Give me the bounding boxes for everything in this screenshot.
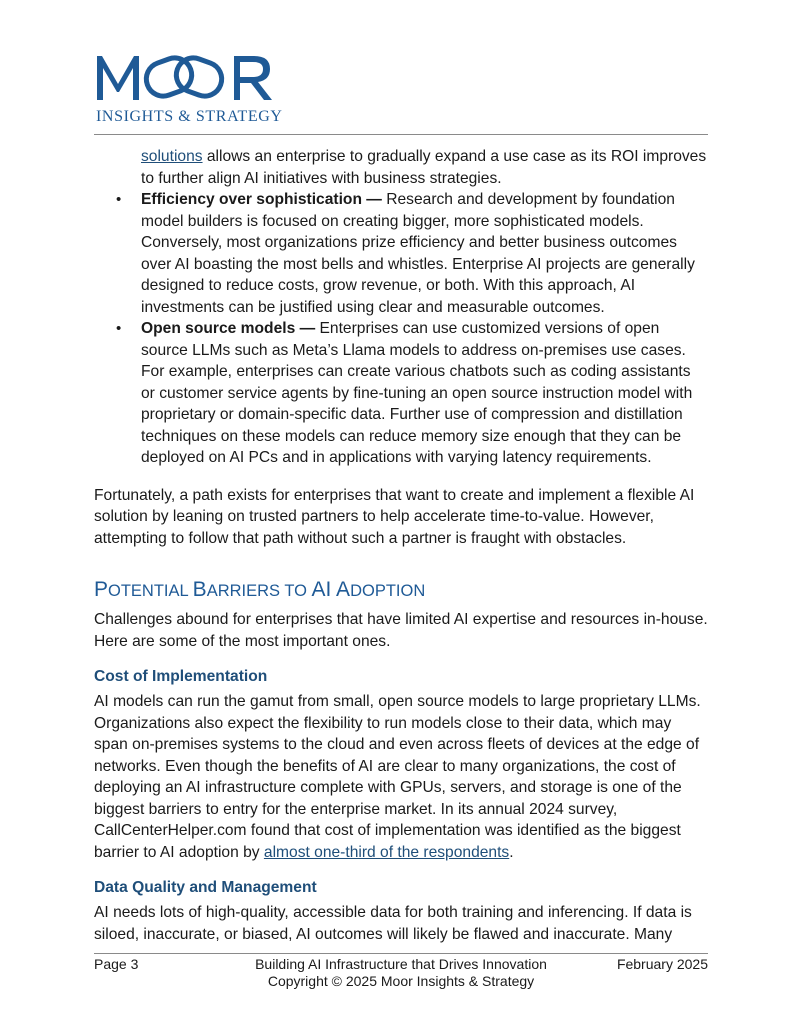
paragraph-data: AI needs lots of high-quality, accessible data for both training and inferencing. If data is siloed, inaccurate, or biased, AI outcomes will likely be flawed and inaccurate. Many (94, 904, 692, 943)
copyright-notice: Copyright © 2025 Moor Insights & Strategy (267, 973, 535, 989)
section-intro: Challenges abound for enterprises that have limited AI expertise and resources in-house. Here are some of the most important ones. (94, 611, 708, 650)
solutions-link[interactable]: solutions (141, 148, 203, 165)
bullet-icon: • (116, 191, 122, 208)
survey-link[interactable]: almost one-third of the respondents (263, 843, 510, 861)
subsection-heading-cost: Cost of Implementation (94, 668, 268, 685)
moor-logo (94, 48, 294, 128)
section-heading: POTENTIAL BARRIERS TO AI ADOPTION (94, 578, 426, 601)
document-body (94, 146, 708, 945)
bullet-item-open-source: • Open source models — Enterprises can use customized versions of open source LLMs such as Meta’s Llama models to address on-premises use cases. For example, enterprises can create various chatbots such as coding assistants or customer service agents by fine-tuning an open source instruction model with proprietary or domain-specific data. Further use of compression and distillation techniques on these models can reduce memory size enough that they can be deployed on AI PCs and in applications with varying latency requirements. (116, 320, 693, 466)
bullet-heading: Efficiency over sophistication — (141, 191, 382, 208)
paragraph-partners: Fortunately, a path exists for enterprises that want to create and implement a flexible AI solution by leaning on trusted partners to help accelerate time-to-value. However, attempting to follow that path without such a partner is fraught with obstacles. (94, 486, 695, 547)
paragraph-cost: AI models can run the gamut from small, open source models to large proprietary LLMs. Organizations also expect the flexibility to run models close to their data, which may span on-premises systems to the cloud and even across fleets of devices at the edge of networks. Even though the benefits of AI are clear to many organizations, the cost of deploying an AI infrastructure complete with GPUs, servers, and storage is one of the biggest barriers to entry for the enterprise market. In its annual 2024 survey, CallCenterHelper.com found that cost of implementation was identified as the biggest barrier to AI adoption by almost one-third of the respondents. (94, 693, 701, 861)
logo-letter-r (234, 56, 272, 100)
bullet-list (94, 189, 708, 469)
logo-rings (142, 53, 227, 101)
header-divider (94, 134, 708, 135)
logo-letter-m (97, 56, 139, 100)
logo-tagline: INSIGHTS & STRATEGY (96, 108, 283, 125)
bullet-icon: • (116, 320, 122, 337)
bullet-heading: Open source models — (141, 320, 316, 337)
subsection-heading-data: Data Quality and Management (94, 879, 317, 896)
footer-center (94, 956, 708, 990)
bullet-item-efficiency: • Efficiency over sophistication — Research and development by foundation model builders is focused on creating bigger, more sophisticated models. Conversely, most organizations prize efficiency and better business outcomes over AI boasting the most bells and whistles. Enterprise AI projects are generally designed to reduce costs, grow revenue, or both. With this approach, AI investments can be justified using clear and measurable outcomes. (116, 191, 695, 316)
page-number: Page 3 (94, 956, 139, 972)
bullet-continuation: solutions allows an enterprise to gradually expand a use case as its ROI improves to further align AI initiatives with business strategies. (141, 148, 707, 187)
document-title: Building AI Infrastructure that Drives Innovation (255, 956, 547, 972)
footer-divider (94, 953, 708, 954)
publication-date: February 2025 (616, 956, 708, 972)
